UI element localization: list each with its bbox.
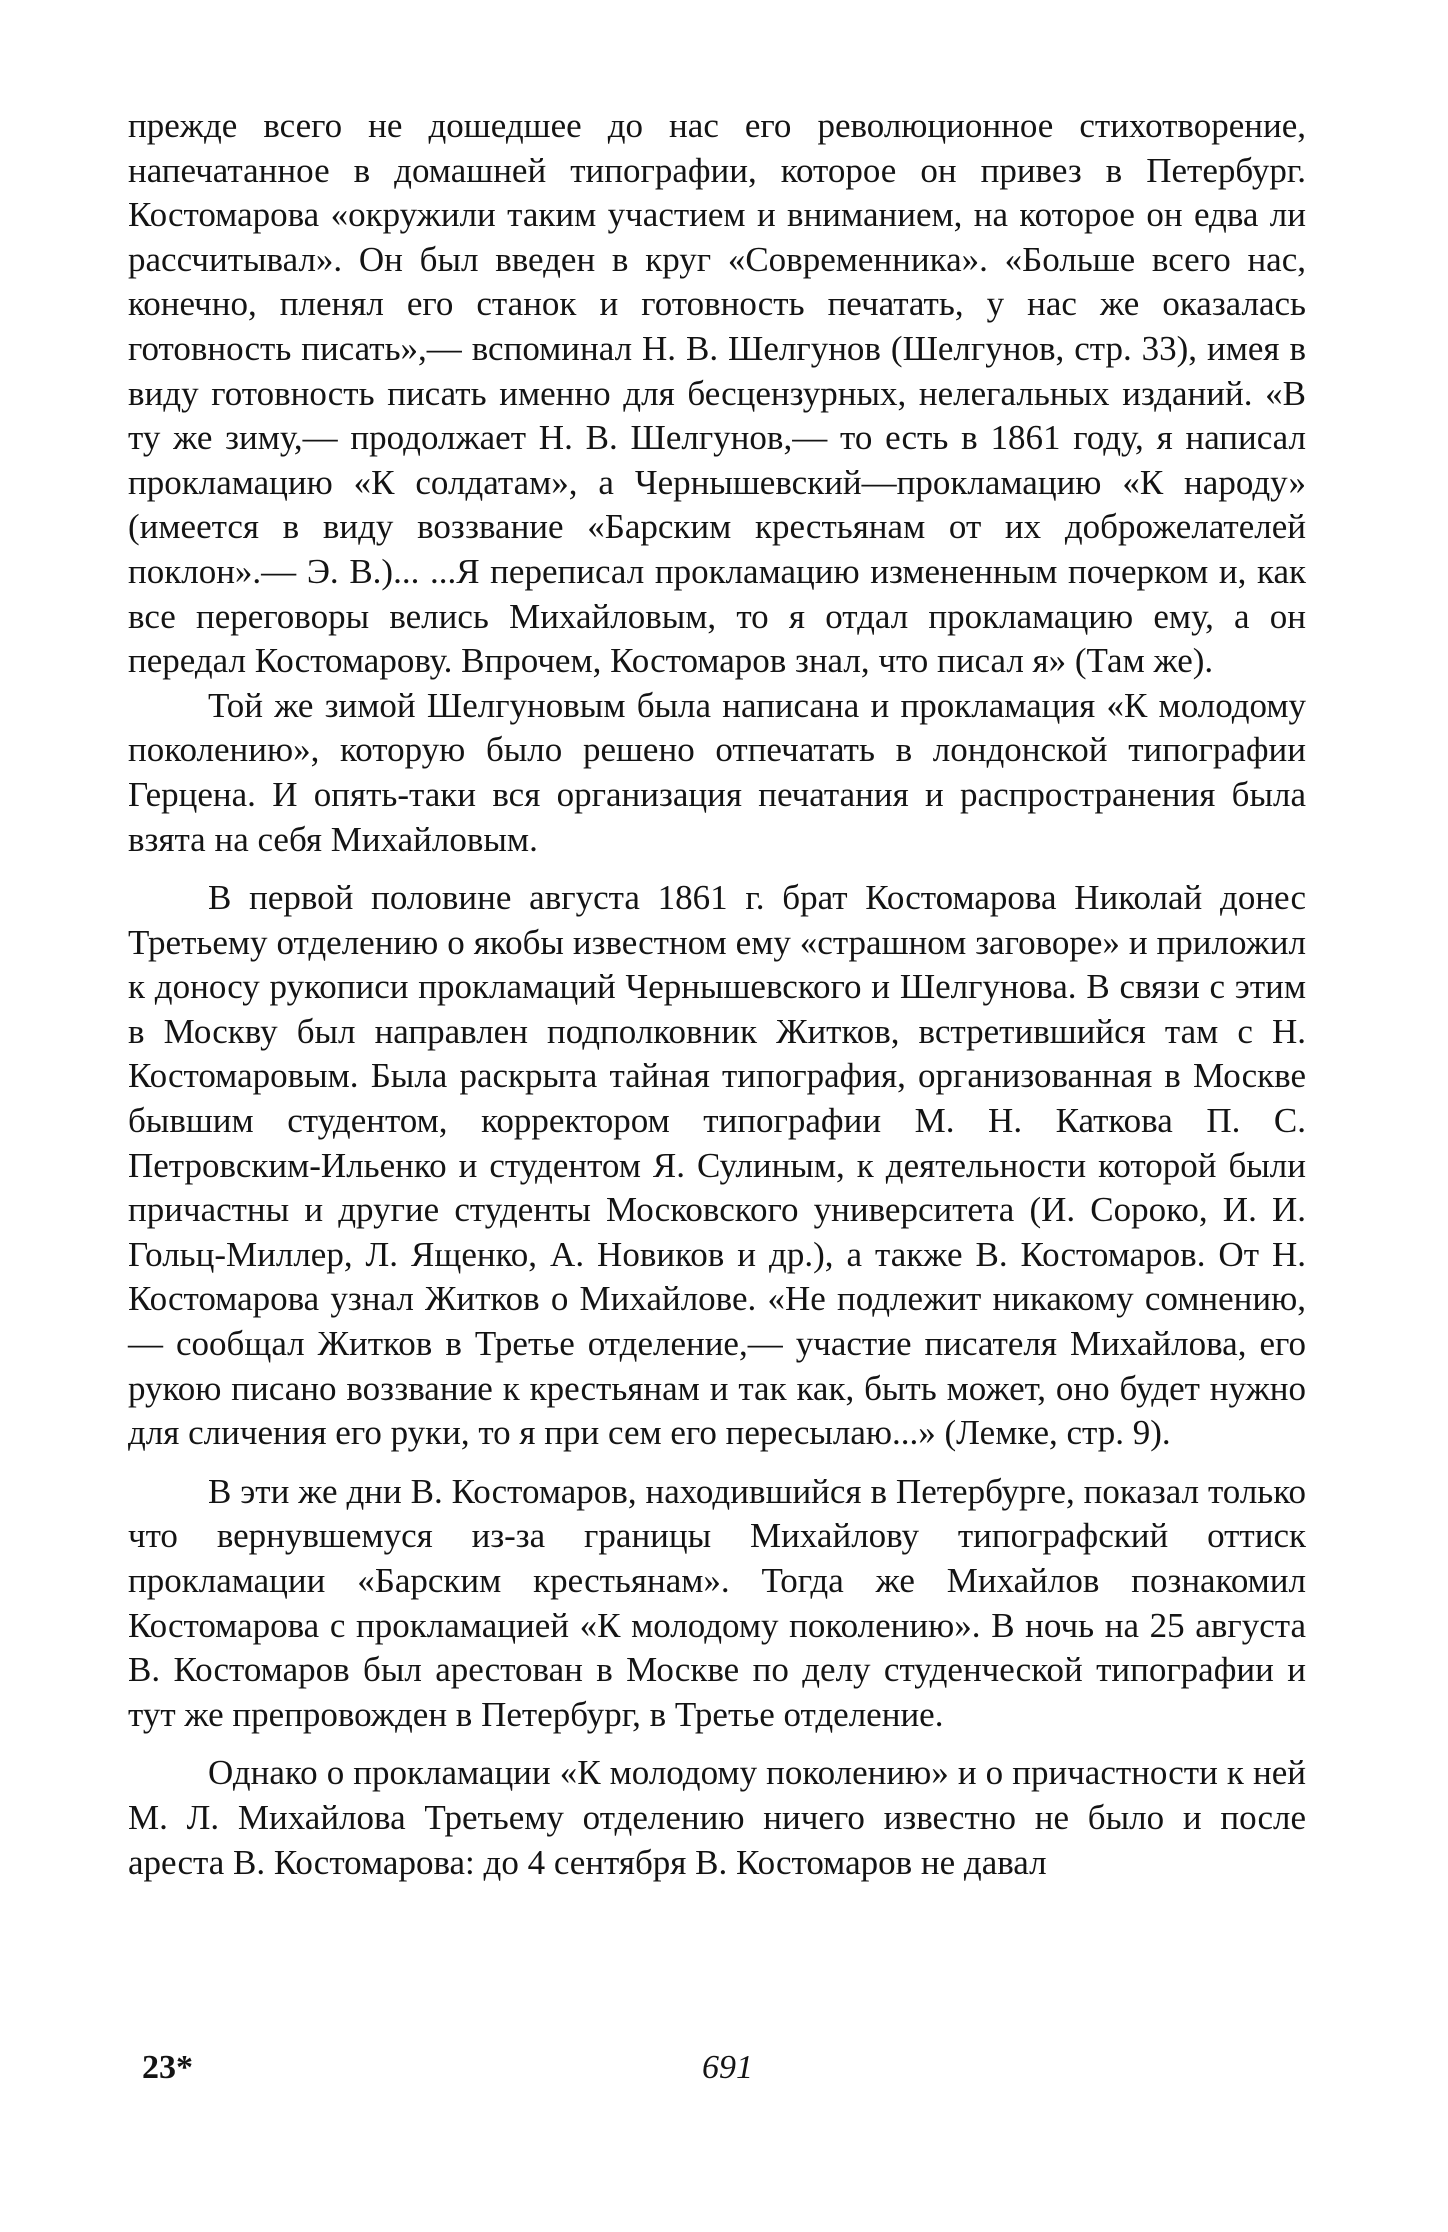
paragraph-third-department: Однако о прокламации «К молодому поколению» и о причастности к ней М. Л. Михайлова Третьему отделению ничего известно не было и после ареста В. Костомарова: до 4 сентября В. Костомаров не давал	[128, 1753, 1306, 1882]
paragraph-kostomarov-denunciation: В первой половине августа 1861 г. брат Костомарова Николай донес Третьему отделению о якобы известном ему «страшном заговоре» и приложил к доносу рукописи прокламаций Чернышевского и Шелгунова. В связи с этим в Москву был направлен подполковник Житков, встретившийся там с Н. Костомаровым. Была раскрыта тайная типография, организованная в Москве бывшим студентом, корректором типографии М. Н. Каткова П. С. Петровским-Ильенко и студентом Я. Сулиным, к деятельности которой были причастны и другие студенты Московского университета (И. Сороко, И. И. Гольц-Миллер, Л. Ященко, А. Новиков и др.), а также В. Костомаров. От Н. Костомарова узнал Житков о Михайлове. «Не подлежит никакому сомнению,— сообщал Житков в Третье отделение,— участие писателя Михайлова, его рукою писано воззвание к крестьянам и так как, быть может, оно будет нужно для сличения его руки, то я при сем его пересылаю...» (Лемке, стр. 9).	[128, 878, 1306, 1453]
paragraph-kostomarov-arrest: В эти же дни В. Костомаров, находившийся в Петербурге, показал только что вернувшемуся из-за границы Михайлову типографский оттиск прокламации «Барским крестьянам». Тогда же Михайлов познакомил Костомарова с прокламацией «К молодому поколению». В ночь на 25 августа В. Костомаров был арестован в Москве по делу студенческой типографии и тут же препровожден в Петербург, в Третье отделение.	[128, 1471, 1306, 1734]
signature-mark: 23*	[142, 2049, 193, 2086]
paragraph-shelgunov-proclamation: Той же зимой Шелгуновым была написана и прокламация «К молодому поколению», которую было решено отпечатать в лондонской типографии Герцена. И опять-таки вся организация печатания и распространения была взята на себя Михайловым.	[128, 685, 1306, 859]
book-page	[128, 104, 1306, 2086]
page-footer	[128, 2049, 1306, 2097]
body-text	[128, 104, 1306, 1885]
paragraph-continuation: прежде всего не дошедшее до нас его революционное стихотворение, напечатанное в домашней типографии, которое он привез в Петербург. Костомарова «окружили таким участием и вниманием, на которое он едва ли рассчитывал». Он был введен в круг «Современника». «Больше всего нас, конечно, пленял его станок и готовность печатать, у нас же оказалась готовность писать»,— вспоминал Н. В. Шелгунов (Шелгунов, стр. 33), имея в виду готовность писать именно для бесцензурных, нелегальных изданий. «В ту же зиму,— продолжает Н. В. Шелгунов,— то есть в 1861 году, я написал прокламацию «К солдатам», а Чернышевский—прокламацию «К народу» (имеется в виду воззвание «Барским крестьянам от их доброжелателей поклон».— Э. В.)... ...Я переписал прокламацию измененным почерком и, как все переговоры велись Михайловым, то я отдал прокламацию ему, а он передал Костомарову. Впрочем, Костомаров знал, что писал я» (Там же).	[128, 106, 1306, 681]
page-number: 691	[702, 2049, 753, 2086]
